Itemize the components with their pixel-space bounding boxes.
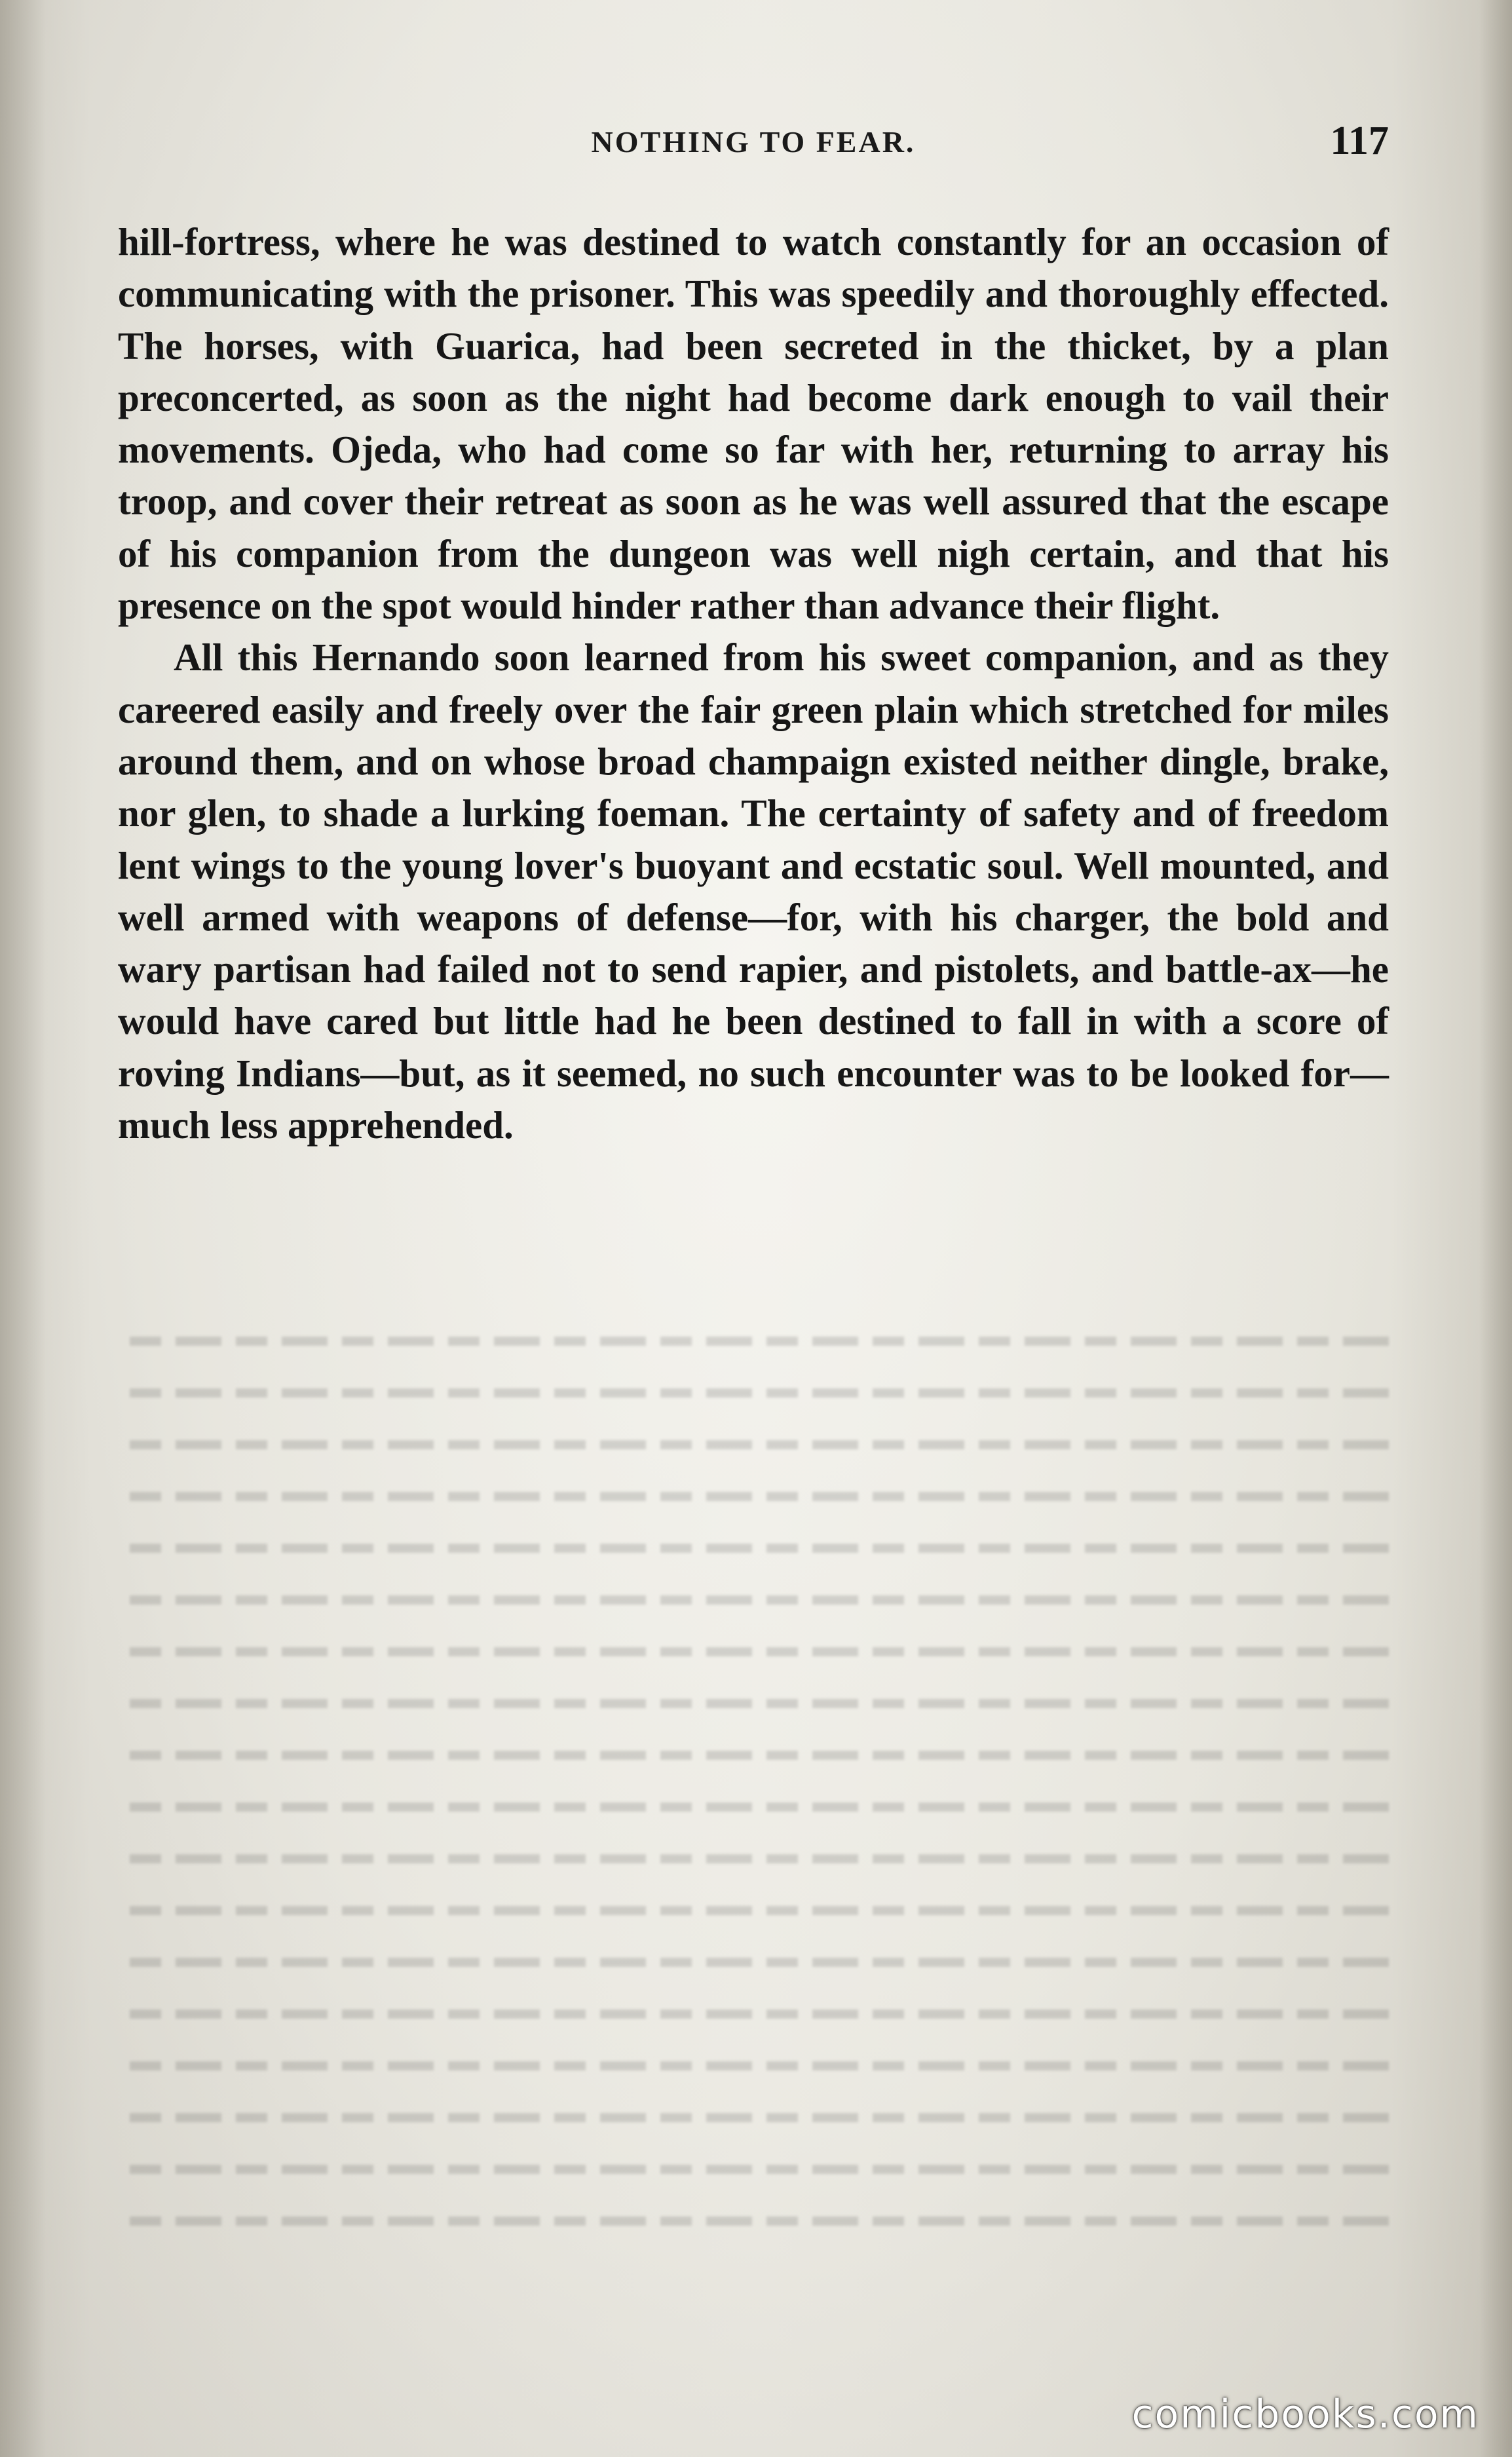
show-through-line <box>118 2113 1389 2122</box>
show-through-line <box>118 1337 1389 1346</box>
show-through-line <box>118 2009 1389 2019</box>
show-through-line <box>118 1958 1389 1967</box>
body-text <box>118 216 1389 1151</box>
show-through-text <box>118 1337 1389 2319</box>
show-through-line <box>118 1751 1389 1760</box>
show-through-line <box>118 2217 1389 2226</box>
show-through-line <box>118 2165 1389 2174</box>
page-number: 117 <box>1330 119 1389 163</box>
show-through-line <box>118 1906 1389 1915</box>
show-through-line <box>118 1802 1389 1812</box>
show-through-line <box>118 1595 1389 1605</box>
running-title: NOTHING TO FEAR. <box>591 125 916 159</box>
page-header <box>118 118 1389 177</box>
show-through-line <box>118 1440 1389 1449</box>
paragraph-1: hill-fortress, where he was destined to watch constantly for an occasion of communicating with the prisoner. This was speedily and thoroughly effected. The horses, with Guarica, had been secreted in the thicket, by a plan preconcerted, as soon as the night had become dark enough to vail their movements. Ojeda, who had come so far with her, returning to array his troop, and cover their retreat as soon as he was well assured that the escape of his companion from the dungeon was well nigh certain, and that his presence on the spot would hinder rather than advance their flight. <box>118 220 1389 628</box>
show-through-line <box>118 2061 1389 2070</box>
show-through-line <box>118 1492 1389 1501</box>
show-through-line <box>118 1647 1389 1656</box>
watermark: comicbooks.com <box>1131 2391 1479 2437</box>
show-through-line <box>118 1388 1389 1398</box>
show-through-line <box>118 1544 1389 1553</box>
show-through-line <box>118 1699 1389 1708</box>
page-left-shadow <box>0 0 46 2457</box>
paragraph-2: All this Hernando soon learned from his sweet companion, and as they careered easily and freely over the fair green plain which stretched for miles around them, and on whose broad champaign existed neither dingle, brake, nor glen, to shade a lurking foeman. The certainty of safety and of freedom lent wings to the young lover's buoyant and ecstatic soul. Well mounted, and well armed with weapons of defense—for, with his charger, the bold and wary partisan had failed not to send rapier, and pistolets, and battle-ax—he would have cared but little had he been destined to fall in with a score of roving Indians—but, as it seemed, no such encounter was to be looked for—much less apprehended. <box>118 636 1389 1147</box>
show-through-line <box>118 1854 1389 1863</box>
page-right-shadow <box>1479 0 1512 2457</box>
